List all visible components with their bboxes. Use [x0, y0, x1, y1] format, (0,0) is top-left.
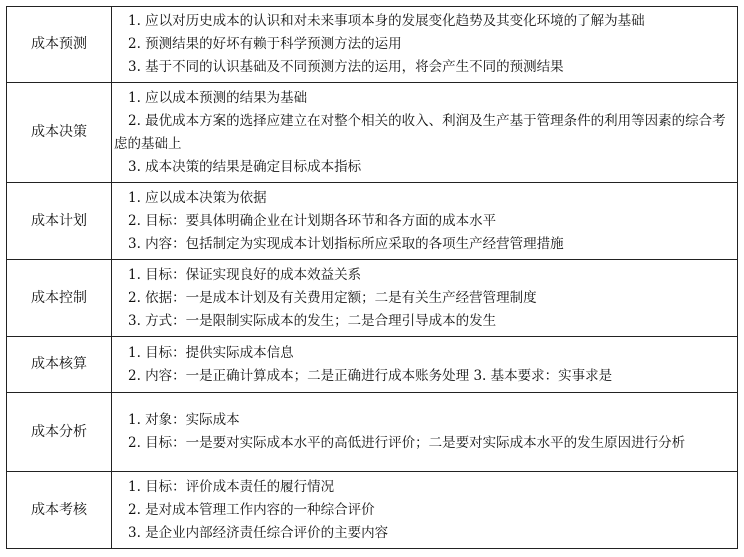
row-content [112, 83, 738, 183]
row-label: 成本核算 [7, 337, 112, 393]
table-body [7, 7, 738, 549]
table-row [7, 260, 738, 337]
list-item: 1. 应以对历史成本的认识和对未来事项本身的发展变化趋势及其变化环境的了解为基础 [128, 13, 645, 29]
row-content [112, 183, 738, 260]
table-row [7, 393, 738, 472]
list-item: 2. 目标：一是要对实际成本水平的高低进行评价；二是要对实际成本水平的发生原因进行分析 [128, 435, 686, 451]
list-item: 2. 目标：要具体明确企业在计划期各环节和各方面的成本水平 [128, 212, 497, 229]
list-item: 3. 成本决策的结果是确定目标成本指标 [128, 158, 362, 175]
list-item: 1. 目标：评价成本责任的履行情况 [128, 478, 335, 495]
row-label: 成本分析 [7, 393, 112, 472]
list-item: 3. 内容：包括制定为实现成本计划指标所应采取的各项生产经营管理措施 [128, 235, 564, 252]
row-label: 成本决策 [7, 83, 112, 183]
list-item: 2. 是对成本管理工作内容的一种综合评价 [128, 501, 375, 518]
row-content [112, 337, 738, 393]
list-item: 3. 是企业内部经济责任综合评价的主要内容 [128, 524, 389, 541]
list-item: 1. 应以成本决策为依据 [128, 189, 267, 206]
list-item: 2. 依据：一是成本计划及有关费用定额；二是有关生产经营管理制度 [128, 289, 537, 306]
row-label: 成本控制 [7, 260, 112, 337]
list-item: 3. 基于不同的认识基础及不同预测方法的运用，将会产生不同的预测结果 [128, 59, 564, 75]
list-item: 2. 预测结果的好坏有赖于科学预测方法的运用 [128, 36, 402, 52]
row-content [112, 393, 738, 472]
row-content [112, 260, 738, 337]
list-item: 1. 目标：保证实现良好的成本效益关系 [128, 266, 362, 283]
table-row [7, 7, 738, 83]
table-row [7, 337, 738, 393]
row-content [112, 7, 738, 83]
row-content [112, 472, 738, 549]
table-row [7, 183, 738, 260]
row-label: 成本预测 [7, 7, 112, 83]
list-item: 1. 对象：实际成本 [128, 412, 240, 428]
list-item: 1. 目标：提供实际成本信息 [128, 344, 294, 361]
table-row [7, 472, 738, 549]
list-item: 1. 应以成本预测的结果为基础 [128, 89, 308, 106]
table-row [7, 83, 738, 183]
list-item: 3. 方式：一是限制实际成本的发生；二是合理引导成本的发生 [128, 312, 497, 329]
list-item: 2. 最优成本方案的选择应建立在对整个相关的收入、利润及生产基于管理条件的利用等因素的综合考虑的基础上 [114, 112, 726, 152]
list-item: 2. 内容：一是正确计算成本；二是正确进行成本账务处理 3. 基本要求：实事求是 [128, 367, 613, 384]
cost-management-table [6, 6, 738, 549]
row-label: 成本考核 [7, 472, 112, 549]
row-label: 成本计划 [7, 183, 112, 260]
